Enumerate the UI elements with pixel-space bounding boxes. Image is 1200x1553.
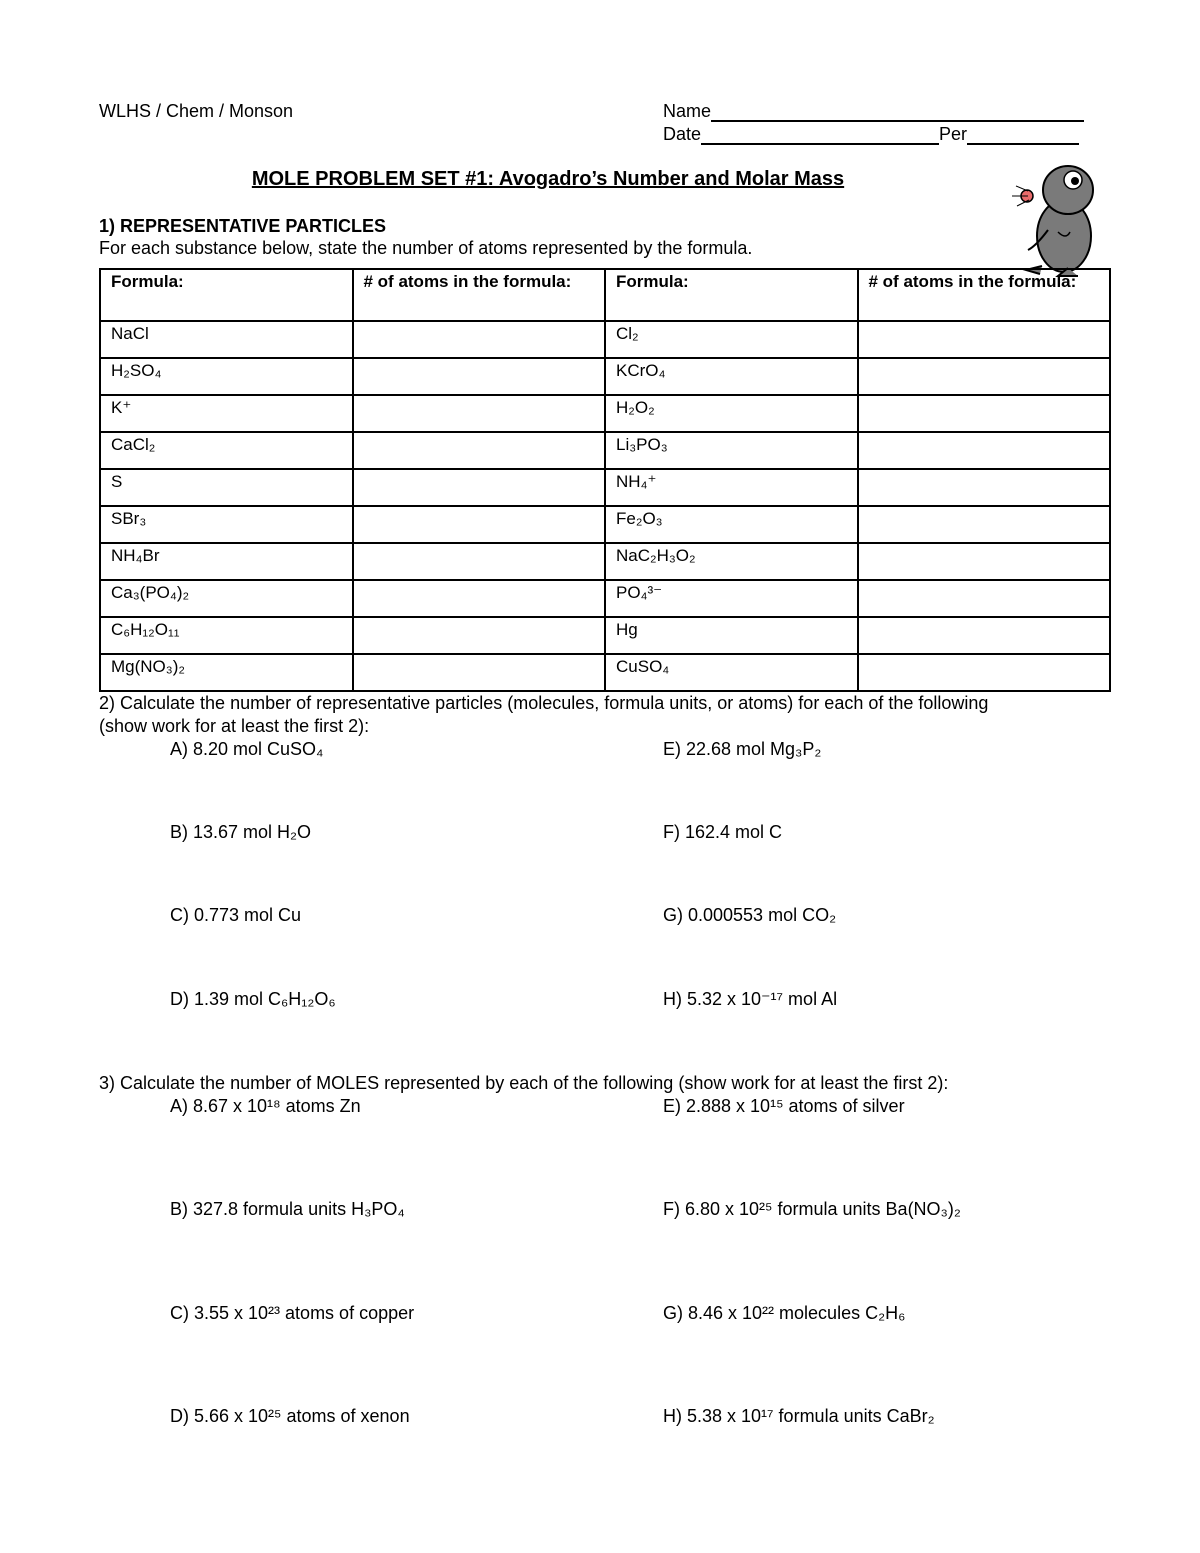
formula-cell: CaCl₂ bbox=[100, 432, 353, 469]
formula-cell: Ca₃(PO₄)₂ bbox=[100, 580, 353, 617]
problem-3b: B) 327.8 formula units H₃PO₄ bbox=[170, 1199, 405, 1219]
formula-cell: NaCl bbox=[100, 321, 353, 358]
table-row bbox=[100, 395, 1110, 432]
answer-cell[interactable] bbox=[858, 469, 1111, 506]
formula-cell: S bbox=[100, 469, 353, 506]
per-label: Per bbox=[939, 124, 968, 144]
answer-cell[interactable] bbox=[353, 580, 606, 617]
formula-cell: KCrO₄ bbox=[605, 358, 858, 395]
answer-cell[interactable] bbox=[353, 617, 606, 654]
formula-cell: SBr₃ bbox=[100, 506, 353, 543]
formula-cell: Mg(NO₃)₂ bbox=[100, 654, 353, 691]
name-line bbox=[711, 102, 1084, 122]
answer-cell[interactable] bbox=[353, 432, 606, 469]
table-header-row bbox=[100, 269, 1110, 321]
problem-2c: C) 0.773 mol Cu bbox=[170, 905, 302, 925]
problem-2a: A) 8.20 mol CuSO₄ bbox=[170, 739, 324, 759]
problem-3c: C) 3.55 x 10²³ atoms of copper bbox=[170, 1303, 415, 1323]
date-label: Date bbox=[663, 124, 702, 144]
table-row bbox=[100, 654, 1110, 691]
formula-cell: Hg bbox=[605, 617, 858, 654]
formula-cell: H₂SO₄ bbox=[100, 358, 353, 395]
table-row bbox=[100, 617, 1110, 654]
table-row bbox=[100, 432, 1110, 469]
course-label: WLHS / Chem / Monson bbox=[99, 101, 294, 121]
answer-cell[interactable] bbox=[353, 358, 606, 395]
formula-cell: NH₄Br bbox=[100, 543, 353, 580]
page-title: MOLE PROBLEM SET #1: Avogadro’s Number and Molar Mass bbox=[251, 168, 845, 190]
problem-3g: G) 8.46 x 10²² molecules C₂H₆ bbox=[663, 1303, 906, 1323]
section1-instruction: For each substance below, state the number of atoms represented by the formula. bbox=[99, 238, 753, 258]
answer-cell[interactable] bbox=[858, 358, 1111, 395]
section2-instruction-line2: (show work for at least the first 2): bbox=[99, 716, 370, 736]
table-row bbox=[100, 543, 1110, 580]
problem-3f: F) 6.80 x 10²⁵ formula units Ba(NO₃)₂ bbox=[663, 1199, 961, 1219]
problem-3e: E) 2.888 x 10¹⁵ atoms of silver bbox=[663, 1096, 905, 1116]
section2-instruction-line1: 2) Calculate the number of representative particles (molecules, formula units, or atoms) for each of the following bbox=[99, 693, 989, 713]
name-field[interactable] bbox=[663, 101, 1089, 122]
formula-cell: Li₃PO₃ bbox=[605, 432, 858, 469]
formula-cell: H₂O₂ bbox=[605, 395, 858, 432]
answer-cell[interactable] bbox=[353, 543, 606, 580]
col-atoms-left: # of atoms in the formula: bbox=[353, 269, 606, 321]
problem-3a: A) 8.67 x 10¹⁸ atoms Zn bbox=[170, 1096, 361, 1116]
answer-cell[interactable] bbox=[858, 321, 1111, 358]
table-row bbox=[100, 469, 1110, 506]
answer-cell[interactable] bbox=[353, 395, 606, 432]
per-line bbox=[967, 125, 1079, 145]
problem-2b: B) 13.67 mol H₂O bbox=[170, 822, 312, 842]
date-line bbox=[701, 125, 939, 145]
table-row bbox=[100, 358, 1110, 395]
date-per-field[interactable] bbox=[663, 124, 1089, 145]
problem-3d: D) 5.66 x 10²⁵ atoms of xenon bbox=[170, 1406, 410, 1426]
answer-cell[interactable] bbox=[858, 654, 1111, 691]
formula-cell: C₆H₁₂O₁₁ bbox=[100, 617, 353, 654]
answer-cell[interactable] bbox=[858, 506, 1111, 543]
answer-cell[interactable] bbox=[353, 506, 606, 543]
formula-cell: K⁺ bbox=[100, 395, 353, 432]
formula-cell: PO₄³⁻ bbox=[605, 580, 858, 617]
answer-cell[interactable] bbox=[858, 543, 1111, 580]
formula-cell: NaC₂H₃O₂ bbox=[605, 543, 858, 580]
problem-2h: H) 5.32 x 10⁻¹⁷ mol Al bbox=[663, 989, 838, 1009]
answer-cell[interactable] bbox=[858, 580, 1111, 617]
atoms-table bbox=[99, 268, 1111, 692]
formula-cell: CuSO₄ bbox=[605, 654, 858, 691]
table-row bbox=[100, 506, 1110, 543]
name-label: Name bbox=[663, 101, 712, 121]
section1-heading: 1) REPRESENTATIVE PARTICLES bbox=[99, 216, 387, 236]
answer-cell[interactable] bbox=[858, 617, 1111, 654]
answer-cell[interactable] bbox=[353, 469, 606, 506]
problem-2g: G) 0.000553 mol CO₂ bbox=[663, 905, 837, 925]
formula-cell: NH₄⁺ bbox=[605, 469, 858, 506]
formula-cell: Cl₂ bbox=[605, 321, 858, 358]
answer-cell[interactable] bbox=[353, 654, 606, 691]
answer-cell[interactable] bbox=[858, 432, 1111, 469]
formula-cell: Fe₂O₃ bbox=[605, 506, 858, 543]
problem-2d: D) 1.39 mol C₆H₁₂O₆ bbox=[170, 989, 336, 1009]
col-formula-left: Formula: bbox=[100, 269, 353, 321]
table-row bbox=[100, 580, 1110, 617]
table-row bbox=[100, 321, 1110, 358]
problem-2f: F) 162.4 mol C bbox=[663, 822, 783, 842]
answer-cell[interactable] bbox=[353, 321, 606, 358]
problem-3h: H) 5.38 x 10¹⁷ formula units CaBr₂ bbox=[663, 1406, 935, 1426]
section3-instruction: 3) Calculate the number of MOLES represented by each of the following (show work for at least the first 2): bbox=[99, 1073, 949, 1093]
problem-2e: E) 22.68 mol Mg₃P₂ bbox=[663, 739, 822, 759]
answer-cell[interactable] bbox=[858, 395, 1111, 432]
col-atoms-right: # of atoms in the formula: bbox=[858, 269, 1111, 321]
col-formula-right: Formula: bbox=[605, 269, 858, 321]
mole-mascot-icon bbox=[1008, 150, 1112, 278]
